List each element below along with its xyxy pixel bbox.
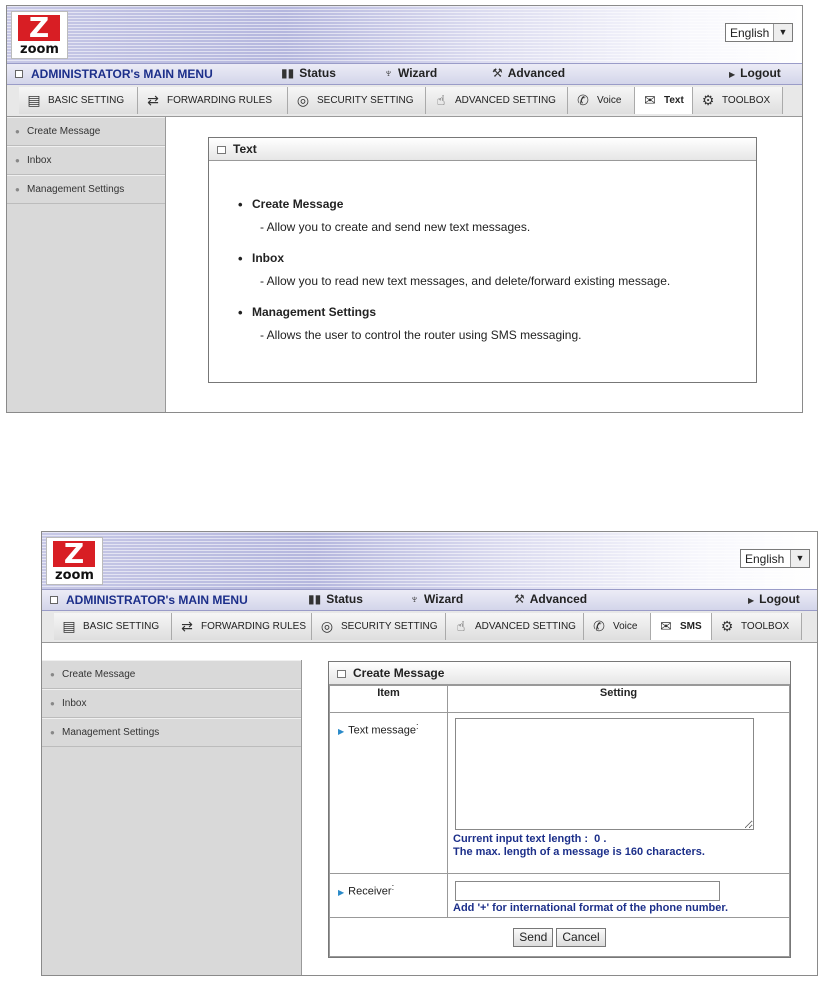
entry-description: - Allows the user to control the router using SMS messaging. bbox=[260, 328, 582, 342]
zoom-logo: Z zoom bbox=[11, 11, 68, 59]
sidebar-item-management-settings[interactable]: ● Management Settings bbox=[42, 718, 301, 747]
entry-description: - Allow you to create and send new text messages. bbox=[260, 220, 531, 234]
main-menu-bar bbox=[7, 63, 802, 85]
receiver-input[interactable] bbox=[455, 881, 720, 901]
entry-title: • Management Settings bbox=[252, 305, 582, 319]
bullet-icon: ● bbox=[15, 185, 20, 194]
column-header-item: Item bbox=[330, 686, 448, 713]
router-icon: ◎ bbox=[320, 618, 334, 634]
advanced-link[interactable]: ⚒ Advanced bbox=[514, 592, 588, 606]
bullet-icon: ● bbox=[15, 156, 20, 165]
notebook-icon: ▤ bbox=[27, 92, 41, 108]
tab-toolbox[interactable]: ⚙ TOOLBOX bbox=[712, 613, 802, 640]
tab-forwarding-rules[interactable]: ⇄ FORWARDING RULES bbox=[172, 613, 312, 640]
tools-icon: ⚒ bbox=[492, 66, 503, 80]
settings-tab-bar bbox=[42, 611, 817, 643]
wizard-icon: ♆ bbox=[410, 592, 419, 606]
status-link[interactable]: ▮▮ Status bbox=[308, 592, 363, 606]
tab-advanced-setting[interactable]: ☝ ADVANCED SETTING bbox=[446, 613, 584, 640]
triangle-right-icon: ▶ bbox=[338, 887, 345, 897]
sidebar-item-inbox[interactable]: ● Inbox bbox=[7, 146, 165, 175]
info-entry bbox=[252, 251, 670, 288]
wizard-icon: ♆ bbox=[384, 66, 393, 80]
person-icon: ▮▮ bbox=[281, 66, 295, 80]
tab-toolbox[interactable]: ⚙ TOOLBOX bbox=[693, 87, 783, 114]
chevron-down-icon[interactable]: ▼ bbox=[773, 24, 792, 41]
person-icon: ▮▮ bbox=[308, 592, 322, 606]
hands-icon: ☝ bbox=[456, 618, 466, 634]
wizard-link[interactable]: ♆ Wizard bbox=[384, 66, 438, 80]
triangle-right-icon: ▶ bbox=[748, 596, 755, 605]
bullet-icon: ● bbox=[15, 127, 20, 136]
admin-menu-title: ADMINISTRATOR's MAIN MENU bbox=[31, 67, 213, 81]
info-entry bbox=[252, 305, 582, 342]
square-icon bbox=[50, 596, 58, 604]
tab-security-setting[interactable]: ◎ SECURITY SETTING bbox=[312, 613, 446, 640]
zoom-logo: Z zoom bbox=[46, 537, 103, 585]
header-banner bbox=[42, 532, 817, 589]
tools-icon: ⚒ bbox=[514, 592, 525, 606]
envelope-icon: ✉ bbox=[660, 618, 672, 634]
chevron-down-icon[interactable]: ▼ bbox=[790, 550, 809, 567]
square-icon bbox=[337, 670, 346, 678]
arrows-icon: ⇄ bbox=[147, 92, 159, 108]
length-value: 0 bbox=[594, 833, 601, 845]
bullet-icon: ● bbox=[50, 670, 55, 679]
main-menu-bar bbox=[42, 589, 817, 611]
phone-icon: ✆ bbox=[577, 92, 589, 108]
tab-text[interactable]: ✉ Text bbox=[635, 87, 693, 114]
sidebar-item-create-message[interactable]: ● Create Message bbox=[7, 117, 165, 146]
receiver-cell bbox=[448, 874, 790, 918]
tab-sms[interactable]: ✉ SMS bbox=[651, 613, 712, 640]
text-message-label: ▶ Text message: bbox=[330, 713, 448, 874]
column-header-setting: Setting bbox=[448, 686, 790, 713]
send-button[interactable]: Send bbox=[513, 928, 553, 947]
box-title: Create Message bbox=[329, 662, 790, 685]
text-info-box bbox=[208, 137, 757, 383]
tab-basic-setting[interactable]: ▤ BASIC SETTING bbox=[54, 613, 172, 640]
text-message-cell bbox=[448, 713, 790, 874]
create-message-table bbox=[329, 685, 790, 957]
receiver-label: ▶ Receiver: bbox=[330, 874, 448, 918]
bullet-icon: ● bbox=[50, 728, 55, 737]
tab-voice[interactable]: ✆ Voice bbox=[568, 87, 635, 114]
language-select[interactable]: English ▼ bbox=[740, 549, 810, 568]
tab-voice[interactable]: ✆ Voice bbox=[584, 613, 651, 640]
create-message-box bbox=[328, 661, 791, 958]
square-icon bbox=[15, 70, 23, 78]
entry-title: • Create Message bbox=[252, 197, 530, 211]
sidebar bbox=[42, 660, 302, 975]
settings-tab-bar bbox=[7, 85, 802, 117]
status-link[interactable]: ▮▮ Status bbox=[281, 66, 336, 80]
text-overview-window bbox=[6, 5, 803, 413]
toolbox-icon: ⚙ bbox=[720, 618, 734, 634]
tab-advanced-setting[interactable]: ☝ ADVANCED SETTING bbox=[426, 87, 568, 114]
tab-basic-setting[interactable]: ▤ BASIC SETTING bbox=[19, 87, 138, 114]
language-select[interactable]: English ▼ bbox=[725, 23, 793, 42]
info-entry bbox=[252, 197, 530, 234]
phone-icon: ✆ bbox=[593, 618, 605, 634]
box-title: Text bbox=[209, 138, 756, 161]
triangle-right-icon: ▶ bbox=[338, 726, 345, 736]
advanced-link[interactable]: ⚒ Advanced bbox=[492, 66, 566, 80]
cancel-button[interactable]: Cancel bbox=[556, 928, 605, 947]
header-banner bbox=[7, 6, 802, 63]
sidebar bbox=[7, 117, 166, 412]
entry-title: • Inbox bbox=[252, 251, 670, 265]
create-message-window bbox=[41, 531, 818, 976]
receiver-note: Add '+' for international format of the phone number. bbox=[453, 902, 729, 914]
arrows-icon: ⇄ bbox=[181, 618, 193, 634]
sidebar-item-inbox[interactable]: ● Inbox bbox=[42, 689, 301, 718]
logout-link[interactable]: ▶ Logout bbox=[729, 66, 781, 80]
square-icon bbox=[217, 146, 226, 154]
sidebar-item-create-message[interactable]: ● Create Message bbox=[42, 660, 301, 689]
notebook-icon: ▤ bbox=[62, 618, 76, 634]
router-icon: ◎ bbox=[296, 92, 310, 108]
text-message-input[interactable] bbox=[455, 718, 754, 830]
wizard-link[interactable]: ♆ Wizard bbox=[410, 592, 464, 606]
hands-icon: ☝ bbox=[436, 92, 446, 108]
triangle-right-icon: ▶ bbox=[729, 70, 736, 79]
toolbox-icon: ⚙ bbox=[701, 92, 715, 108]
envelope-icon: ✉ bbox=[644, 92, 656, 108]
admin-menu-title: ADMINISTRATOR's MAIN MENU bbox=[66, 593, 248, 607]
tab-security-setting[interactable]: ◎ SECURITY SETTING bbox=[288, 87, 426, 114]
button-row bbox=[330, 918, 790, 957]
sidebar-item-management-settings[interactable]: ● Management Settings bbox=[7, 175, 165, 204]
max-length-note: The max. length of a message is 160 characters. bbox=[453, 846, 705, 858]
tab-forwarding-rules[interactable]: ⇄ FORWARDING RULES bbox=[138, 87, 288, 114]
logout-link[interactable]: ▶ Logout bbox=[748, 592, 800, 606]
entry-description: - Allow you to read new text messages, and delete/forward existing message. bbox=[260, 274, 671, 288]
bullet-icon: ● bbox=[50, 699, 55, 708]
length-note: Current input text length : 0 . bbox=[453, 833, 607, 845]
